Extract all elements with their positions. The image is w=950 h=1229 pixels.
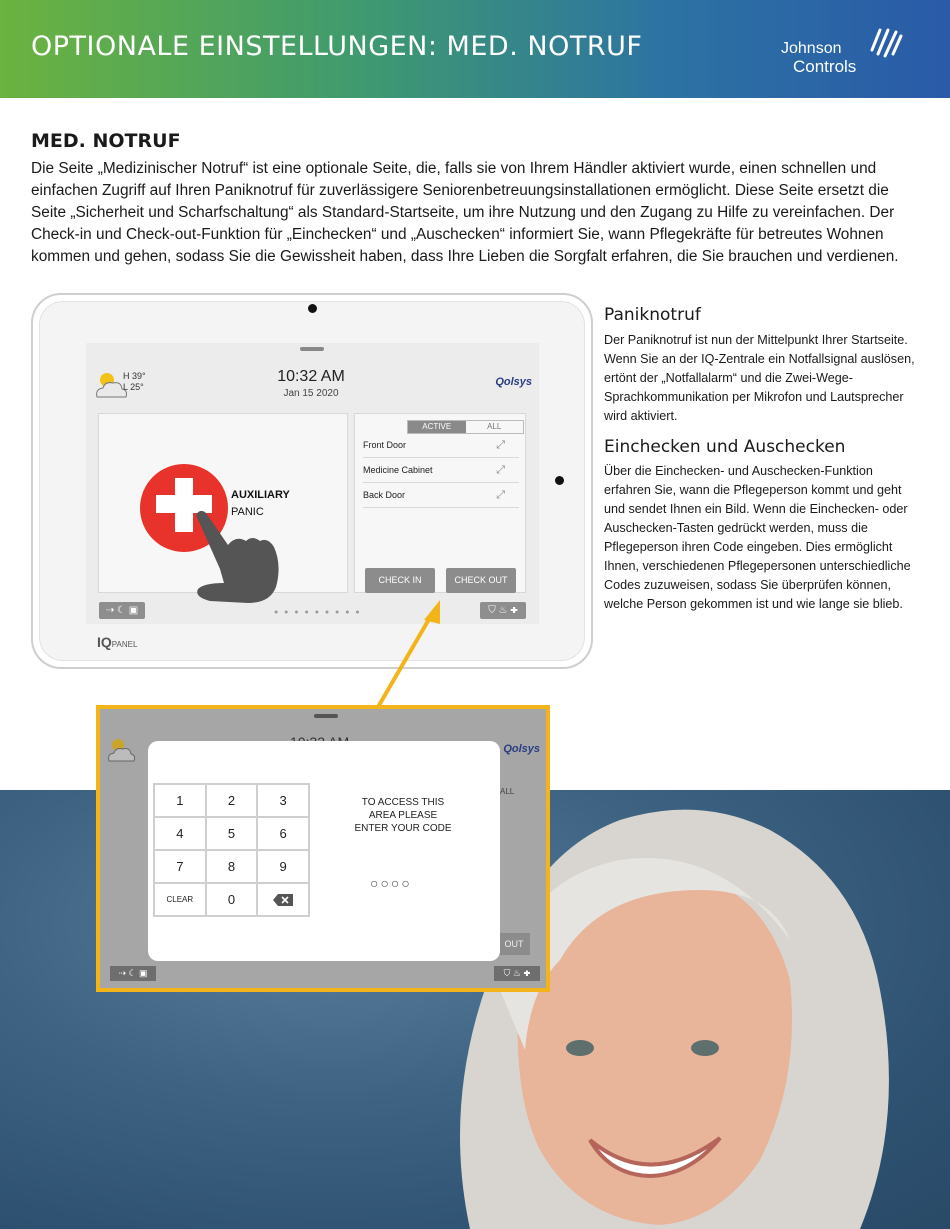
brand-logo [781, 24, 906, 80]
sensor-panel [354, 413, 526, 593]
sensor-name: Medicine Cabinet [363, 465, 433, 475]
pin-display: ○○○○ [370, 875, 412, 891]
checkin-paragraph: Über die Einchecken- und Auschecken-Funktion erfahren Sie, wann die Pflegeperson kommt und geht und sendet Ihnen ein Bild. Wenn die Einchecken- oder Auschecken-Tasten gedrückt werden, muss die Pflegeperson ihren Code eingeben. Dies ermöglicht Ihnen, verschiedenen Pflegepersonen unterschiedliche Codes zuzuweisen, sodass Sie überprüfen können, welche Person gekommen ist und wie lange sie blieb. [604, 464, 911, 611]
sensor-status-icon: ⤢ [496, 464, 505, 476]
section-heading: MED. NOTRUF [31, 130, 181, 152]
backspace-icon [272, 893, 294, 907]
access-prompt [333, 796, 473, 835]
temp-high: H 39° [123, 371, 146, 381]
tab-all: ALL [500, 787, 515, 796]
qolsys-logo: Qolsys [503, 743, 540, 755]
keypad-zoom-frame [96, 705, 550, 992]
intro-paragraph: Die Seite „Medizinischer Notruf“ ist eine optionale Seite, die, falls sie von Ihrem Händler aktiviert wurde, einen schnellen und einfachen Zugriff auf Ihren Paniknotruf für zuverlässigere Seniorenbetreuungsinstallationen ermöglicht. Diese Seite ersetzt die Seite „Sicherheit und Scharfschaltung“ als Standard-Startseite, um ihre Nutzung und den Zugang zu Hilfe zu vereinfachen. Der Check-in und Check-out-Funktion für „Einchecken“ und „Auschecken“ informiert Sie, wann Pflegekräfte für betreutes Wohnen kommen und gehen, sodass Sie die Gewissheit haben, dass Ihre Lieben die Sorgfalt erfahren, die Sie brauchen und verdienen. [31, 160, 899, 265]
sensor-tabs [407, 420, 524, 434]
iq-panel-logo: IQPANEL [97, 634, 138, 650]
weather-temps [123, 371, 146, 393]
key-3[interactable]: 3 [257, 784, 309, 817]
sensor-row [363, 434, 519, 458]
arming-shortcuts: ⇢ ☾ ▣ [110, 966, 156, 981]
panic-label: PANIC [231, 506, 264, 518]
johnson-controls-logo-icon [866, 24, 906, 60]
key-8[interactable]: 8 [206, 850, 258, 883]
tab-all[interactable]: ALL [487, 422, 502, 431]
home-button-dot [555, 476, 564, 485]
arming-shortcuts[interactable]: ⇢ ☾ ▣ [99, 602, 145, 619]
key-0[interactable]: 0 [206, 883, 258, 916]
backspace-button[interactable] [257, 883, 309, 916]
page-indicator: ● ● ● ● ● ● ● ● ● [274, 609, 362, 616]
drawer-handle[interactable] [300, 347, 324, 351]
check-out-button[interactable]: CHECK OUT [446, 568, 516, 593]
brand-name-line2: Controls [793, 57, 857, 76]
pointing-hand-icon [190, 505, 282, 605]
key-4[interactable]: 4 [154, 817, 206, 850]
check-out-button: OUT [498, 933, 530, 955]
brand-name-line1: Johnson [781, 40, 842, 57]
auxiliary-label: AUXILIARY [231, 489, 290, 501]
key-9[interactable]: 9 [257, 850, 309, 883]
clock-date: Jan 15 2020 [283, 388, 339, 399]
panic-paragraph: Der Paniknotruf ist nun der Mittelpunkt Ihrer Startseite. Wenn Sie an der IQ-Zentrale ein Notfallsignal auslösen, ertönt der „Notfallalarm“ und die Zwei-Wege-Sprachkommunikation per Mikrofon und Lautsprecher wird aktiviert. [604, 333, 915, 423]
drawer-handle [314, 714, 338, 718]
checkin-heading: Einchecken und Auschecken [604, 437, 846, 457]
tab-active[interactable]: ACTIVE [408, 421, 466, 433]
numeric-keypad [153, 783, 310, 917]
check-in-button[interactable]: CHECK IN [365, 568, 435, 593]
access-prompt-line: AREA PLEASE [368, 810, 438, 821]
panic-heading: Paniknotruf [604, 305, 701, 325]
emergency-shortcuts[interactable]: ⛉ ♨ ✚ [480, 602, 526, 619]
sensor-row [363, 459, 519, 483]
key-1[interactable]: 1 [154, 784, 206, 817]
clock-time: 10:32 AM [277, 368, 345, 385]
key-7[interactable]: 7 [154, 850, 206, 883]
qolsys-logo: Qolsys [495, 376, 532, 388]
sensor-row [363, 484, 519, 508]
emergency-shortcuts: ⛉ ♨ ✚ [494, 966, 540, 981]
clear-button[interactable]: CLEAR [154, 883, 206, 916]
page-title: OPTIONALE EINSTELLUNGEN: MED. NOTRUF [31, 31, 643, 62]
header-banner [0, 0, 950, 98]
sensor-status-icon: ⤢ [496, 489, 505, 501]
code-entry-dialog [148, 741, 500, 961]
key-2[interactable]: 2 [206, 784, 258, 817]
sensor-status-icon: ⤢ [496, 439, 505, 451]
key-6[interactable]: 6 [257, 817, 309, 850]
access-prompt-line: ENTER YOUR CODE [354, 823, 452, 834]
temp-low: L 25° [123, 382, 144, 392]
sensor-name: Back Door [363, 490, 406, 500]
camera-dot [308, 304, 317, 313]
weather-icon [105, 735, 143, 763]
access-prompt-line: TO ACCESS THIS [361, 797, 445, 808]
sensor-name: Front Door [363, 440, 407, 450]
key-5[interactable]: 5 [206, 817, 258, 850]
